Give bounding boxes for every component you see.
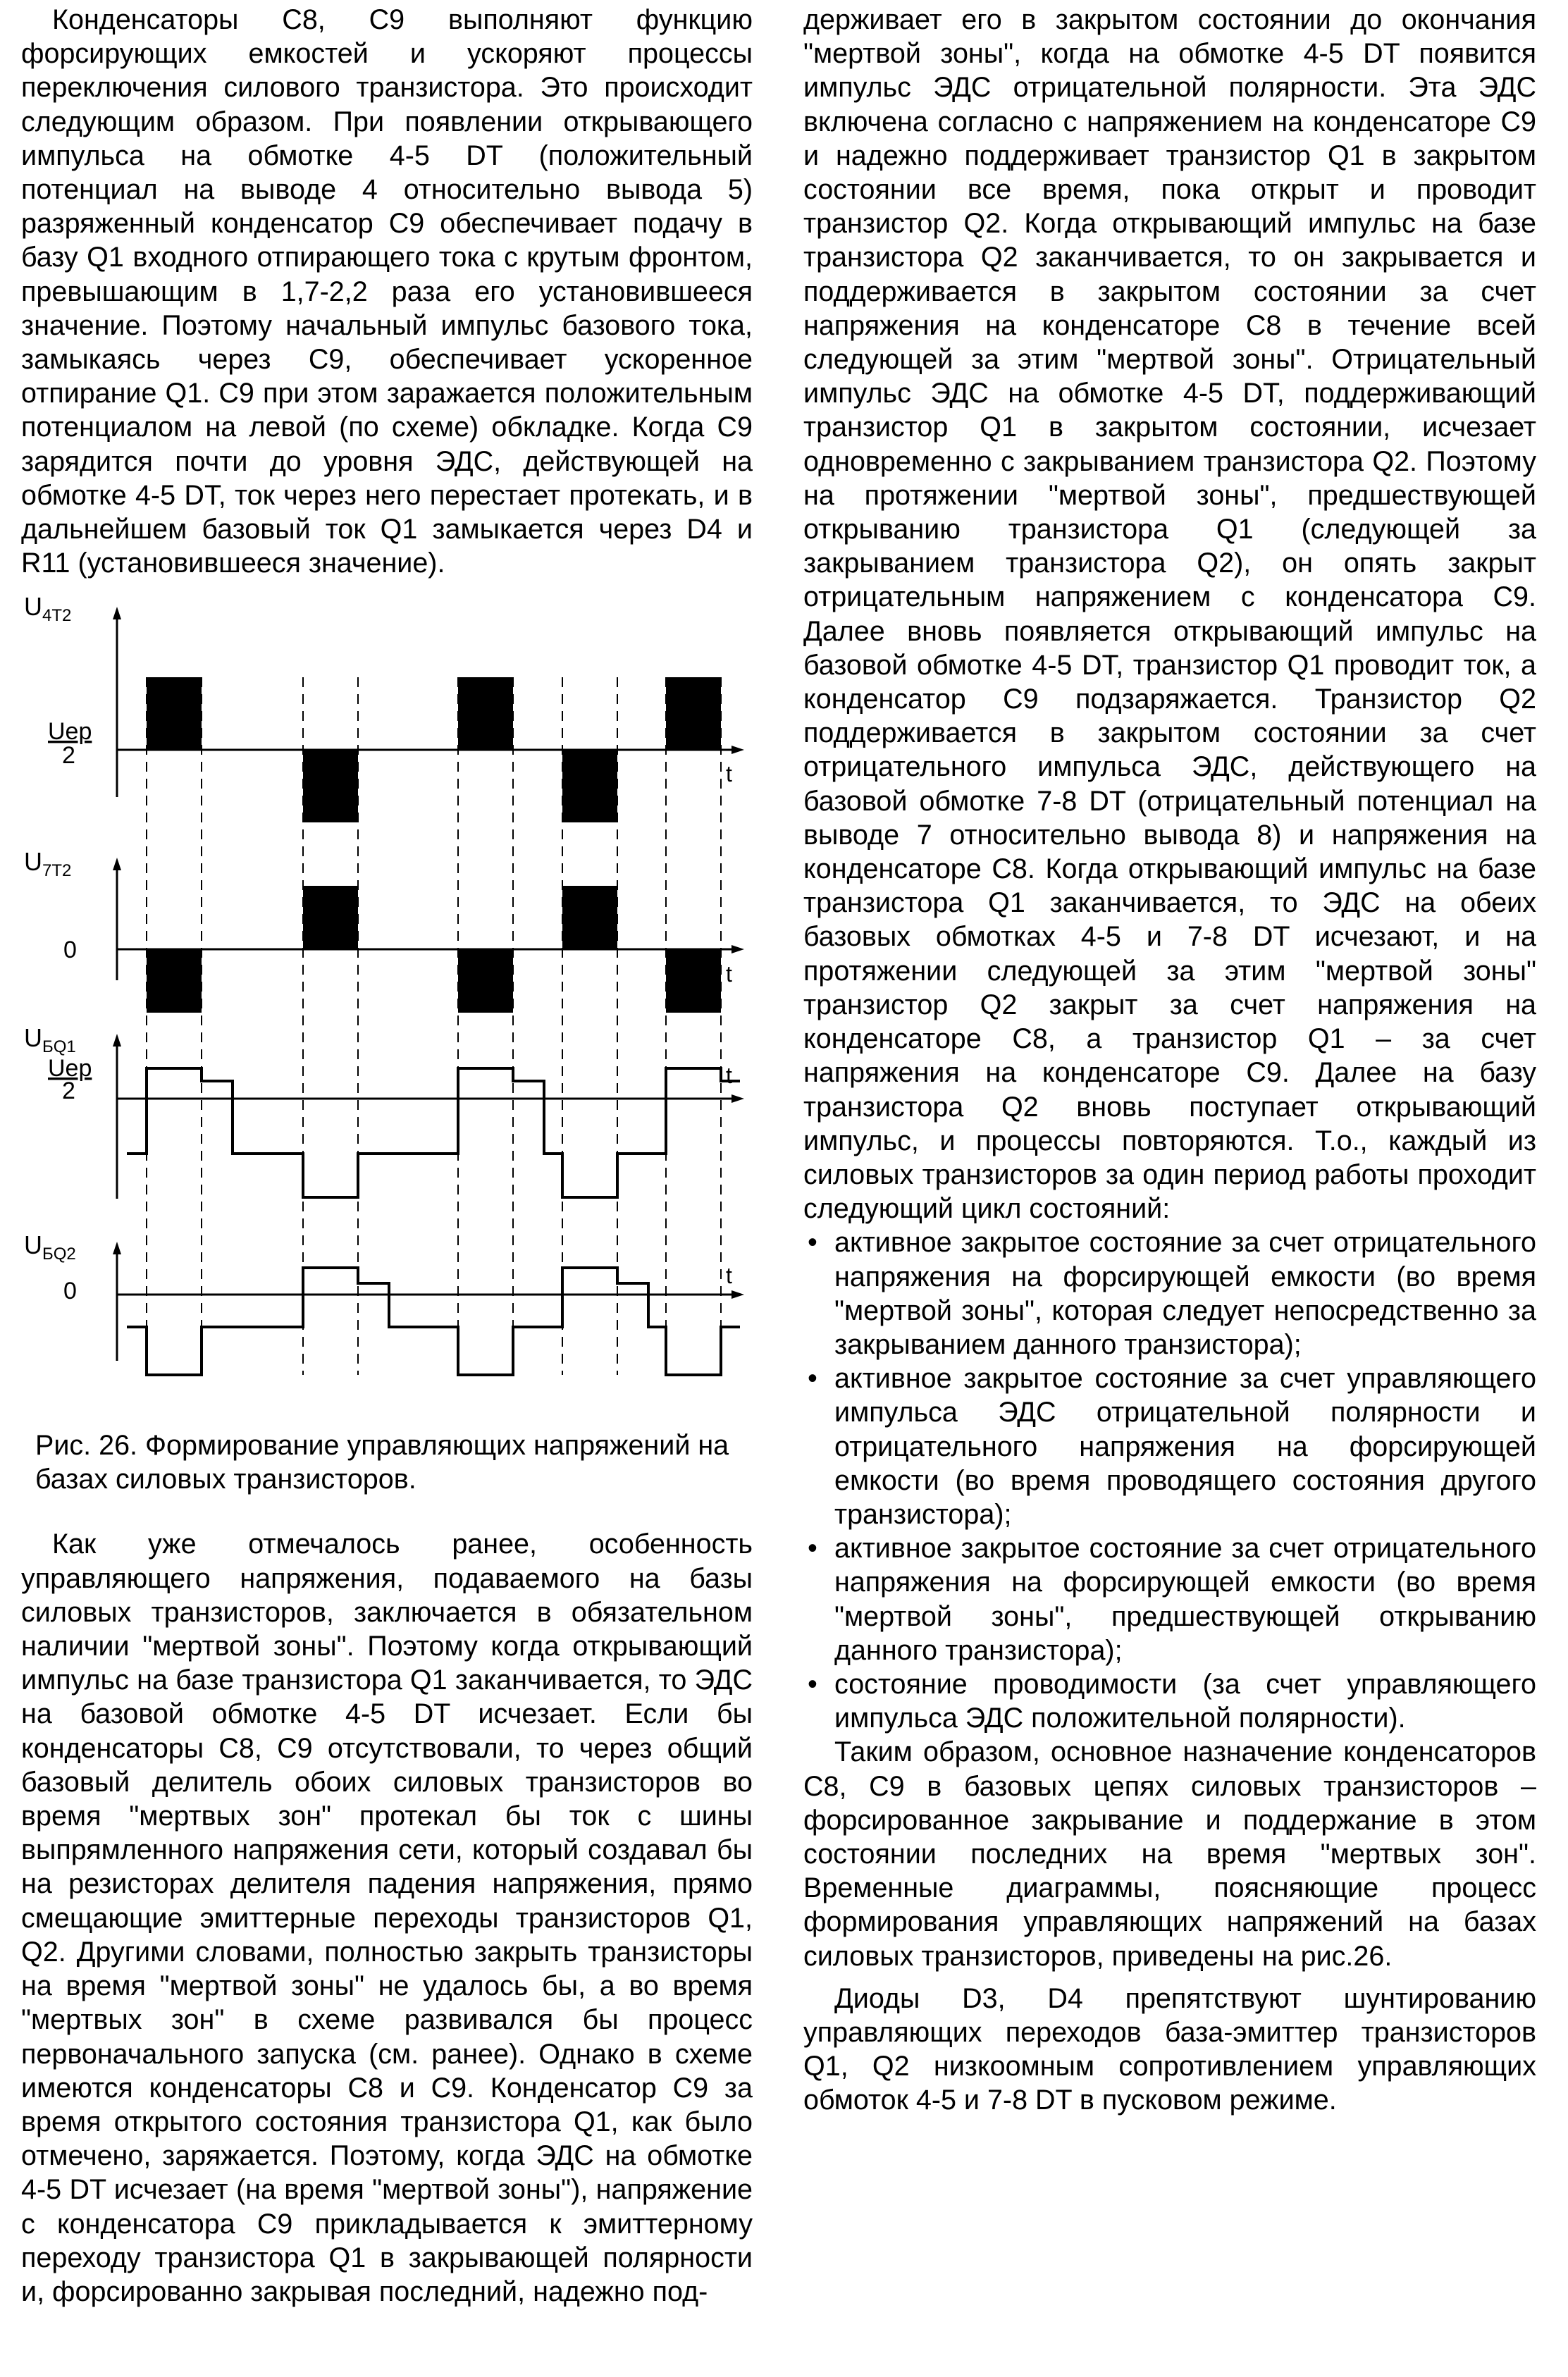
y-axis-arrow-u7t2 — [113, 858, 121, 870]
panel-ubq1 — [24, 1023, 744, 1199]
list-item: • активное закрытое состояние за счет управляющего импульса ЭДС отрицательной полярности и отрицательного напряжения на форсирующей емкости (во время проводящего состояния другого транзистора); — [808, 1363, 1536, 1530]
list-item: • активное закрытое состояние за счет отрицательного напряжения на форсирующей емкости (во время "мертвой зоны", предшествующей открыванию данного транзистора); — [808, 1533, 1536, 1666]
pulse-neg-1 — [303, 750, 358, 822]
paragraph-dead-zone: Как уже отмечалось ранее, особенность управляющего напряжения, подаваемого на базы силовых транзисторов, заключается в обязательном наличии "мертвой зоны". Поэтому когда открывающий импульс на базе транзистора Q1 заканчивается, то ЭДС на базовой обмотке 4-5 DT исчезает. Если бы конденсаторы C8, C9 отсутствовали, то через общий базовый делитель обоих силовых транзисторов во время "мертвых зон" протекал бы ток с шины выпрямленного напряжения сети, который создавал бы на резисторах делителя падения напряжения, прямо смещающие эмиттерные переходы транзисторов Q1, Q2. Другими словами, полностью закрыть транзисторы на время "мертвой зоны" не удалось бы, а во время "мертвых зон" в схеме развивался бы процесс первоначального запуска (см. ранее). Однако в схеме имеются конденсаторы C8 и C9. Конденсатор C9 за время открытого состояния транзистора Q1, как было отмечено, заряжается. Поэтому, когда ЭДС на обмотке 4-5 DT исчезает (на время "мертвой зоны"), напряжение с конденсатора C9 прикладывается к эмиттерному переходу транзистора Q1 в закрывающей полярности и, форсированно закрывая последний, надежно под- — [21, 1529, 753, 2307]
figure-26 — [21, 586, 753, 1424]
t-axis-arrow-ubq1 — [731, 1094, 744, 1103]
label-ubq1: $U_{БQ1}$ — [24, 1023, 76, 1057]
left-column — [21, 3, 753, 2309]
waveform-ubq2 — [127, 1268, 740, 1375]
guide-lines — [147, 677, 721, 1375]
label-u4t2: $U_{4T2}$ — [24, 592, 72, 626]
label-uep-num: Uep — [48, 718, 92, 746]
label-u7t2: $U_{7T2}$ — [24, 847, 72, 881]
paragraph-purpose-summary: Таким образом, основное назначение конденсаторов C8, C9 в базовых цепях силовых транзисторов – форсированное закрывание и поддержание в этом состоянии последних на время "мертвых зон". Временные диаграммы, поясняющие процесс формирования управляющих напряжений на базах силовых транзисторов, приведены на рис.26. — [803, 1736, 1536, 1972]
pulse-neg-u7-1 — [147, 949, 202, 1013]
t-label-u7t2: t — [726, 961, 732, 987]
panel-u7t2 — [24, 847, 744, 1013]
state-cycle-list — [803, 1225, 1536, 1735]
panel-ubq2 — [24, 1230, 744, 1375]
paragraph-continuation: держивает его в закрытом состоянии до окончания "мертвой зоны", когда на обмотке 4-5 DT появится импульс ЭДС отрицательной полярности. Эта ЭДС включена согласно с напряжением на конденсаторе C9 и надежно поддерживает транзистор Q1 в закрытом состоянии все время, пока открыт и проводит транзистор Q2. Когда открывающий импульс на базе транзистора Q2 заканчивается, то он закрывается и поддерживается в закрытом состоянии за счет напряжения на конденсаторе C8 в течение всей следующей за этим "мертвой зоны". Отрицательный импульс ЭДС на обмотке 4-5 DT, поддерживающий транзистор Q1 в закрытом состоянии, исчезает одновременно с закрыванием транзистора Q2. Поэтому на протяжении "мертвой зоны", предшествующей открыванию транзистора Q1 (следующей за закрыванием транзистора Q2), он опять закрыт отрицательным напряжением с конденсатора C9. Далее вновь появляется открывающий импульс на базовой обмотке 4-5 DT, транзистор Q1 проводит ток, а конденсатор C9 подзаряжается. Транзистор Q2 поддерживается в закрытом состоянии за счет отрицательного импульса ЭДС, действующего на базовой обмотке 7-8 DT (отрицательный потенциал на выводе 7 относительно вывода 8) и напряжения на конденсаторе C8. Когда открывающий импульс на базе транзистора Q1 заканчивается, то ЭДС на обеих базовых обмотках 4-5 и 7-8 DT исчезают, и на протяжении следующей за этим "мертвой зоны" транзистор Q2 закрыт за счет напряжения на конденсаторе C8, а транзистор Q1 – за счет напряжения на конденсаторе C9. Далее на базу транзистора Q2 вновь поступает открывающий импульс, и процессы повторяются. Т.о., каждый из силовых транзисторов за один период работы проходит следующий цикл состояний: — [803, 4, 1536, 1225]
pulse-pos-u7-1 — [303, 886, 358, 949]
t-label-ubq2: t — [726, 1263, 732, 1289]
paragraph-c8-c9-function: Конденсаторы C8, C9 выполняют функцию форсирующих емкостей и ускоряют процессы переключения силового транзистора. Это происходит следующим образом. При появлении открывающего импульса на обмотке 4-5 DT (положительный потенциал на выводе 4 относительно вывода 5) разряженный конденсатор C9 обеспечивает подачу в базу Q1 входного отпирающего тока с крутым фронтом, превышающим в 1,7-2,2 раза его установившееся значение. Поэтому начальный импульс базового тока, замыкаясь через C9, обеспечивает ускоренное отпирание Q1. C9 при этом заражается положительным потенциалом на левой (по схеме) обкладке. Когда C9 зарядится почти до уровня ЭДС, действующей на обмотке 4-5 DT, ток через него перестает протекать, и в дальнейшем базовый ток Q1 замыкается через D4 и R11 (установившееся значение). — [21, 4, 753, 579]
caption-number: Рис — [35, 1430, 84, 1462]
label-uep-num-2: Uep — [48, 1055, 92, 1082]
list-item: • состояние проводимости (за счет управляющего импульса ЭДС положительной полярности). — [808, 1668, 1536, 1734]
label-zero-u7t2: 0 — [63, 937, 77, 964]
t-label-ubq1: t — [726, 1063, 732, 1089]
timing-diagram — [21, 586, 753, 1424]
waveform-ubq1 — [127, 1068, 740, 1197]
label-uep-den-2: 2 — [62, 1078, 75, 1105]
right-column — [803, 3, 1536, 2118]
pulse-pos-2 — [458, 677, 513, 750]
y-axis-arrow-u4t2 — [113, 607, 121, 619]
list-item: • активное закрытое состояние за счет отрицательного напряжения на форсирующей емкости (во время "мертвой зоны", которая следует непосредственно за закрыванием данного транзистора); — [808, 1227, 1536, 1360]
y-axis-arrow-ubq2 — [113, 1242, 121, 1254]
label-ubq2: $U_{БQ2}$ — [24, 1230, 76, 1264]
pulse-neg-u7-3 — [666, 949, 721, 1013]
pulse-pos-u7-2 — [562, 886, 617, 949]
pulse-neg-u7-2 — [458, 949, 513, 1013]
t-axis-arrow-u4t2 — [731, 746, 744, 754]
caption-text: . 26. Формирование управляющих напряжений на базах силовых транзисторов. — [35, 1430, 729, 1495]
label-uep-den: 2 — [62, 742, 75, 770]
t-axis-arrow-ubq2 — [731, 1290, 744, 1299]
y-axis-arrow-ubq1 — [113, 1034, 121, 1047]
pulse-pos-1 — [147, 677, 202, 750]
t-axis-arrow-u7t2 — [731, 945, 744, 953]
figure-caption — [35, 1428, 753, 1496]
t-label-u4t2: t — [726, 761, 732, 787]
paragraph-diodes: Диоды D3, D4 препятствуют шунтированию управляющих переходов база-эмиттер транзисторов Q1, Q2 низкоомным сопротивлением управляющих обмоток 4-5 и 7-8 DT в пусковом режиме. — [803, 1982, 1536, 2116]
panel-u4t2 — [24, 592, 744, 822]
pulse-pos-3 — [666, 677, 721, 750]
pulse-neg-2 — [562, 750, 617, 822]
label-zero-ubq2: 0 — [63, 1278, 77, 1305]
